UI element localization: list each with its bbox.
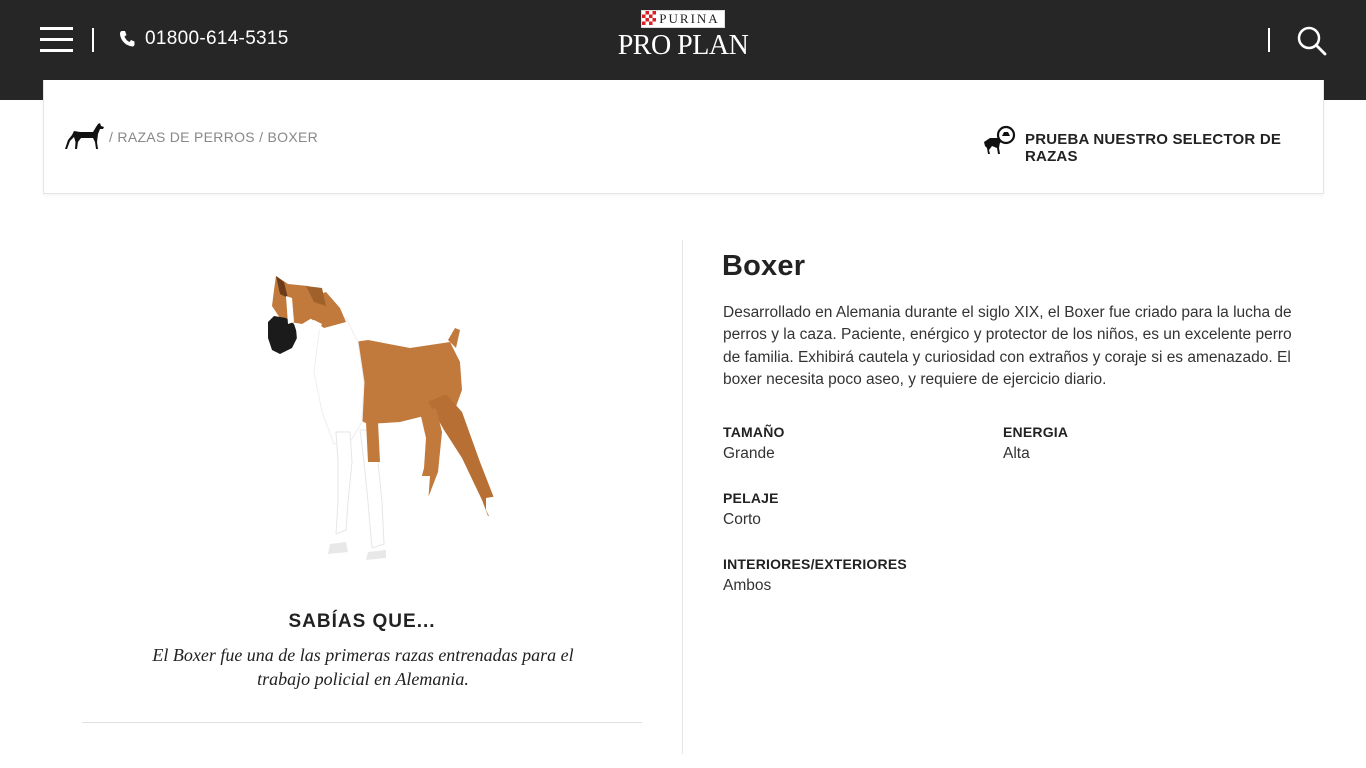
pro-plan-logo-text: PRO PLAN [617, 30, 749, 61]
breadcrumb-current-boxer: BOXER [267, 129, 319, 145]
size-label: TAMAÑO [723, 424, 785, 440]
column-divider [682, 240, 683, 754]
boxer-dog-image [250, 262, 520, 562]
breadcrumb [109, 129, 318, 145]
environment-label: INTERIORES/EXTERIORES [723, 556, 907, 572]
coat-value: Corto [723, 511, 761, 528]
did-you-know-title: SABÍAS QUE... [288, 611, 436, 632]
purina-checkerboard-icon [642, 11, 656, 25]
energy-label: ENERGIA [1003, 424, 1069, 440]
energy-value: Alta [1003, 445, 1030, 462]
purina-logo-text: PURINA [641, 10, 724, 28]
search-icon[interactable] [1297, 26, 1327, 56]
did-you-know-text: El Boxer fue una de las primeras razas entrenadas para el trabajo policial en Alemania. [152, 645, 574, 689]
breadcrumb-separator: / [109, 129, 114, 145]
section-divider [82, 722, 642, 723]
purina-pro-plan-logo[interactable] [600, 10, 766, 60]
phone-icon [119, 30, 135, 48]
header-divider [92, 28, 94, 52]
breadcrumb-separator: / [259, 129, 264, 145]
breed-description: Desarrollado en Alemania durante el siglo XIX, el Boxer fue criado para la lucha de perros y la caza. Paciente, enérgico y protector de los niños, es un excelente perro de familia. Exhibirá cautela y curiosidad con extraños y coraje si es amenazado. El boxer necesita poco aseo, y requiere de ejercicio diario. [723, 304, 1292, 388]
dog-silhouette-icon[interactable] [65, 121, 105, 153]
environment-value: Ambos [723, 577, 772, 594]
menu-icon[interactable] [40, 27, 74, 53]
breed-selector-icon[interactable] [982, 124, 1018, 156]
header-divider-right [1268, 28, 1270, 52]
size-value: Grande [723, 445, 775, 462]
breed-selector-link[interactable]: PRUEBA NUESTRO SELECTOR DE RAZAS [1025, 131, 1282, 165]
phone-number-link[interactable]: 01800-614-5315 [145, 28, 289, 49]
breadcrumb-card [43, 80, 1324, 194]
top-navigation-bar [0, 0, 1366, 80]
breed-title: Boxer [722, 250, 806, 282]
breadcrumb-link-razas[interactable]: RAZAS DE PERROS [117, 129, 255, 145]
coat-label: PELAJE [723, 490, 779, 506]
